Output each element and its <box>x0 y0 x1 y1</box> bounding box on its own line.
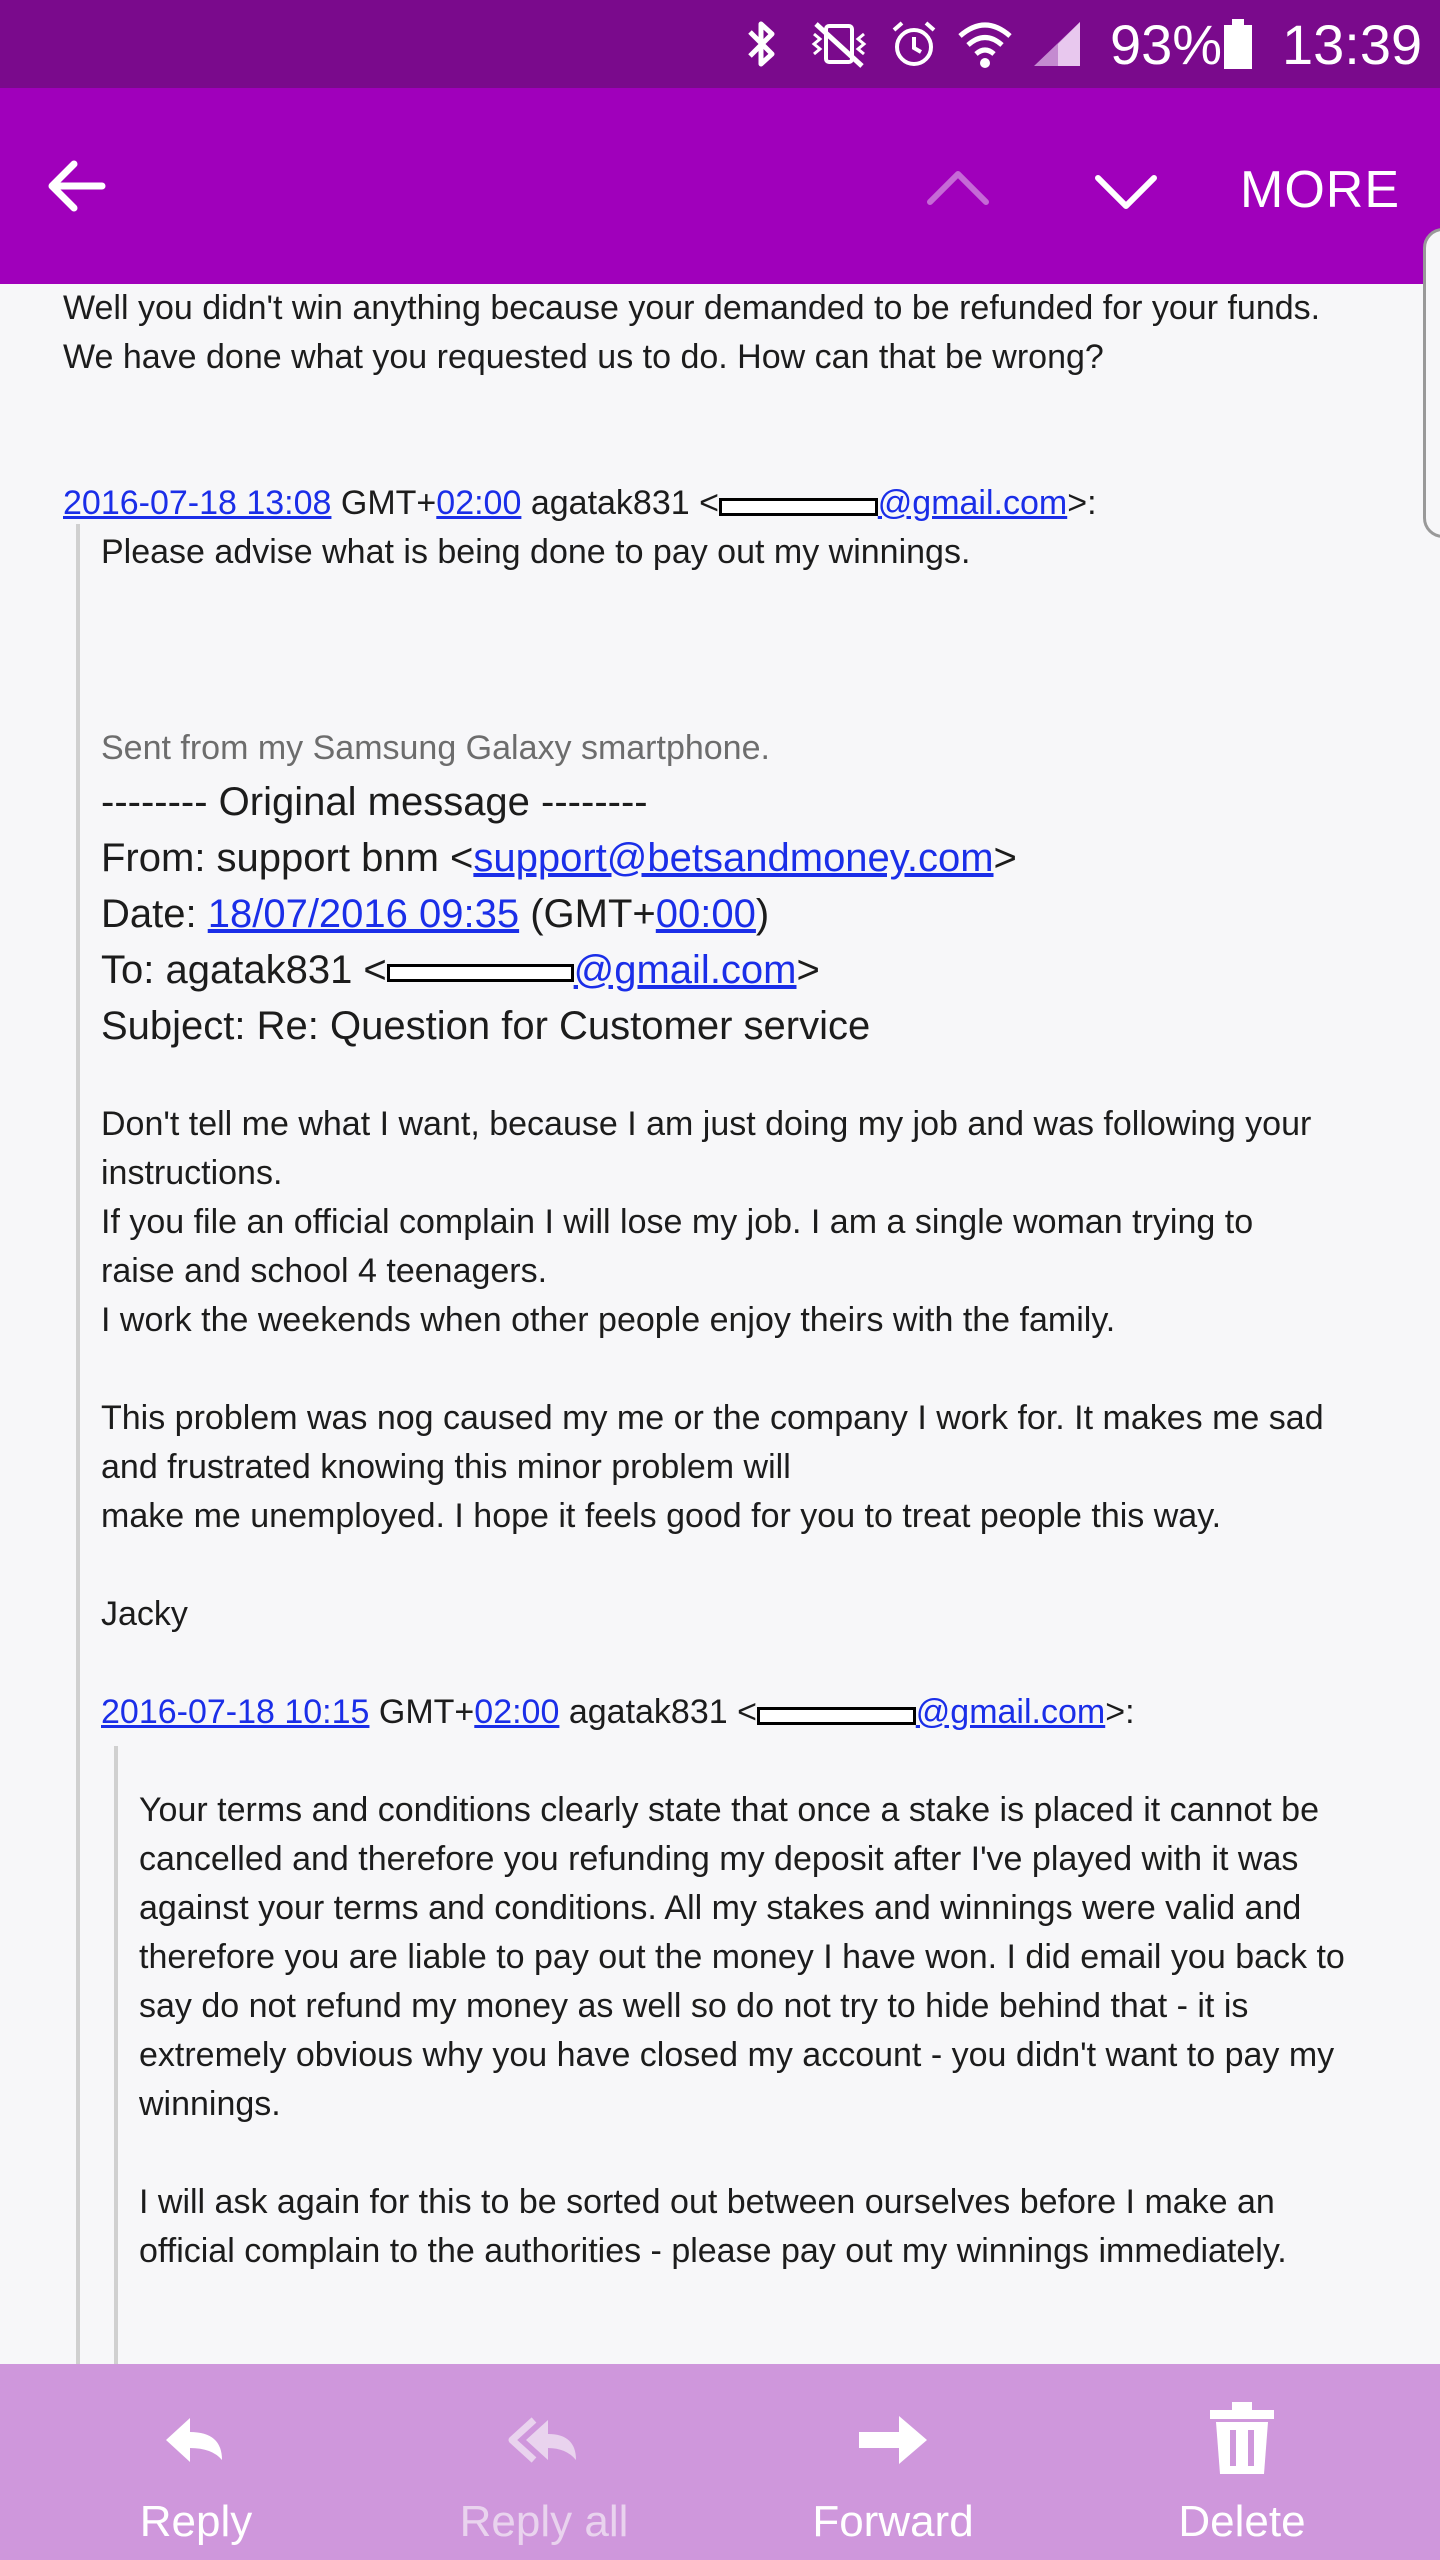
reply-all-button[interactable]: Reply all <box>414 2364 674 2560</box>
original-message-header: -------- Original message -------- <box>101 780 648 824</box>
more-button[interactable]: MORE <box>1240 161 1400 219</box>
back-arrow-icon <box>40 138 136 234</box>
status-bar <box>0 0 1440 88</box>
email-domain-link[interactable]: @gmail.com <box>573 948 797 992</box>
gmt-offset-link[interactable]: 02:00 <box>474 1693 560 1731</box>
next-email-button[interactable] <box>1078 142 1174 238</box>
redacted-email-link[interactable] <box>757 1688 916 1737</box>
redaction-bar <box>387 964 574 982</box>
forward-arrow-icon <box>853 2398 933 2478</box>
quote-date-link[interactable]: 2016-07-18 10:15 <box>101 1693 370 1731</box>
app-bar <box>0 88 1440 284</box>
chevron-up-icon <box>910 142 1006 238</box>
trash-icon <box>1202 2398 1282 2478</box>
vibrate-mute-icon <box>806 16 876 72</box>
subject-line: Subject: Re: Question for Customer service <box>101 1004 871 1048</box>
bottom-action-bar <box>0 2364 1440 2560</box>
quote-header: 2016-07-18 13:08 GMT+02:00 agatak831 < @gmail.com>: <box>63 479 1097 528</box>
forward-button[interactable]: Forward <box>763 2364 1023 2560</box>
quote-paragraph: I will ask again for this to be sorted out between ourselves before I make an official complain to the authorities - please pay out my winnings immediately. <box>139 2183 1287 2270</box>
back-button[interactable] <box>40 138 136 234</box>
signature: Sent from my Samsung Galaxy smartphone. <box>101 729 770 767</box>
redaction-bar <box>719 498 878 516</box>
to-line: To: agatak831 < @gmail.com> <box>101 942 820 998</box>
from-email-link[interactable]: support@betsandmoney.com <box>473 836 994 880</box>
reply-signature: Jacky <box>101 1595 188 1633</box>
quote-bar <box>114 1746 118 2364</box>
reply-icon <box>156 2398 236 2478</box>
chevron-down-icon <box>1078 142 1174 238</box>
clock: 13:39 <box>1282 12 1423 76</box>
bluetooth-icon <box>740 16 790 72</box>
quote-header: 2016-07-18 10:15 GMT+02:00 agatak831 < @gmail.com>: <box>101 1688 1135 1737</box>
redaction-bar <box>757 1707 916 1725</box>
quote-paragraph: Your terms and conditions clearly state that once a stake is placed it cannot be cancelled and therefore you refunding my deposit after I've played with it was against your terms and conditions. All my stakes and winnings were valid and therefore you are liable to pay out the money I have won. I did email you back to say do not refund my money as well so do not try to hide behind that - it is extremely obvious why you have closed my account - you didn't want to pay my winnings. <box>139 1791 1345 2123</box>
email-domain-link[interactable]: @gmail.com <box>877 484 1068 522</box>
gmt-offset-link[interactable]: 00:00 <box>655 892 756 936</box>
quote-date-link[interactable]: 2016-07-18 13:08 <box>63 484 332 522</box>
reply-all-icon <box>504 2398 584 2478</box>
wifi-icon <box>956 16 1016 72</box>
delete-button[interactable]: Delete <box>1112 2364 1372 2560</box>
reply-paragraph: This problem was nog caused my me or the company I work for. It makes me sad and frustrated knowing this minor problem will make me unemployed. I hope it feels good for you to treat people this way. <box>101 1399 1324 1535</box>
redacted-email-link[interactable] <box>719 479 878 528</box>
quote-bar <box>76 524 80 2364</box>
battery-percent: 93% <box>1110 12 1223 76</box>
previous-email-button[interactable] <box>910 142 1006 238</box>
date-link[interactable]: 18/07/2016 09:35 <box>207 892 520 936</box>
reply-paragraph: Don't tell me what I want, because I am just doing my job and was following your instructions. If you file an official complain I will lose my job. I am a single woman trying to raise and school 4 teenagers. I work the weekends when other people enjoy theirs with the family. <box>101 1105 1312 1339</box>
body-line: Well you didn't win anything because your demanded to be refunded for your funds. <box>63 289 1321 327</box>
battery-icon <box>1222 16 1256 72</box>
from-line: From: support bnm <support@betsandmoney.com> <box>101 836 1017 880</box>
signal-icon <box>1030 16 1086 72</box>
gmt-offset-link[interactable]: 02:00 <box>436 484 522 522</box>
email-body <box>0 284 1440 2364</box>
quote-body: Please advise what is being done to pay out my winnings. <box>101 533 971 571</box>
body-line: We have done what you requested us to do. How can that be wrong? <box>63 338 1104 376</box>
alarm-icon <box>888 16 944 72</box>
date-line: Date: 18/07/2016 09:35 (GMT+00:00) <box>101 892 770 936</box>
email-domain-link[interactable]: @gmail.com <box>915 1693 1106 1731</box>
redacted-email-link[interactable] <box>387 942 574 998</box>
reply-button[interactable]: Reply <box>66 2364 326 2560</box>
